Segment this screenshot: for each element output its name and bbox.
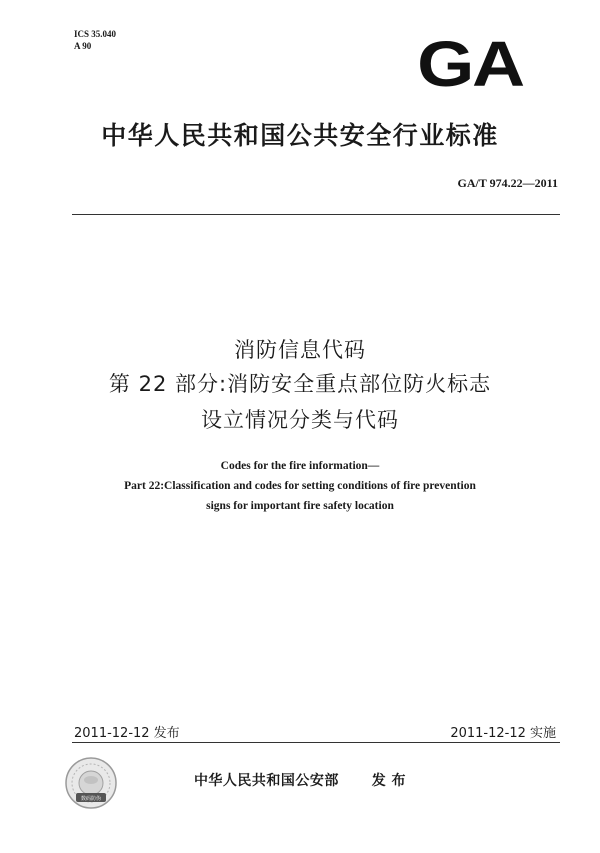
standard-code: GA/T 974.22—2011 [457, 176, 558, 190]
ga-logo: GA [417, 28, 523, 100]
standard-type-title: 中华人民共和国公共安全行业标准 [101, 121, 499, 150]
ics-code: ICS 35.040 [74, 29, 117, 39]
classification-codes [74, 28, 116, 52]
title-zh-line-2: 第 22 部分:消防安全重点部位防火标志 [108, 372, 492, 396]
publisher-action: 发 布 [371, 773, 407, 789]
issue-date: 2011-12-12 发布 [74, 726, 180, 741]
title-zh-line-3: 设立情况分类与代码 [201, 408, 399, 432]
title-zh-line-1: 消防信息代码 [234, 338, 366, 362]
header-divider [72, 214, 560, 215]
implement-date: 2011-12-12 实施 [450, 726, 556, 741]
publisher-name: 中华人民共和国公安部 [193, 773, 339, 789]
publisher-line [0, 770, 600, 790]
footer-divider [72, 742, 560, 743]
title-en-line-2: Part 22:Classification and codes for setting conditions of fire prevention [124, 480, 476, 492]
title-en-line-3: signs for important fire safety location [206, 500, 394, 512]
title-en-line-1: Codes for the fire information— [220, 460, 380, 472]
seal-text: 数码防伪 [80, 796, 102, 802]
ccs-code: A 90 [74, 41, 92, 51]
